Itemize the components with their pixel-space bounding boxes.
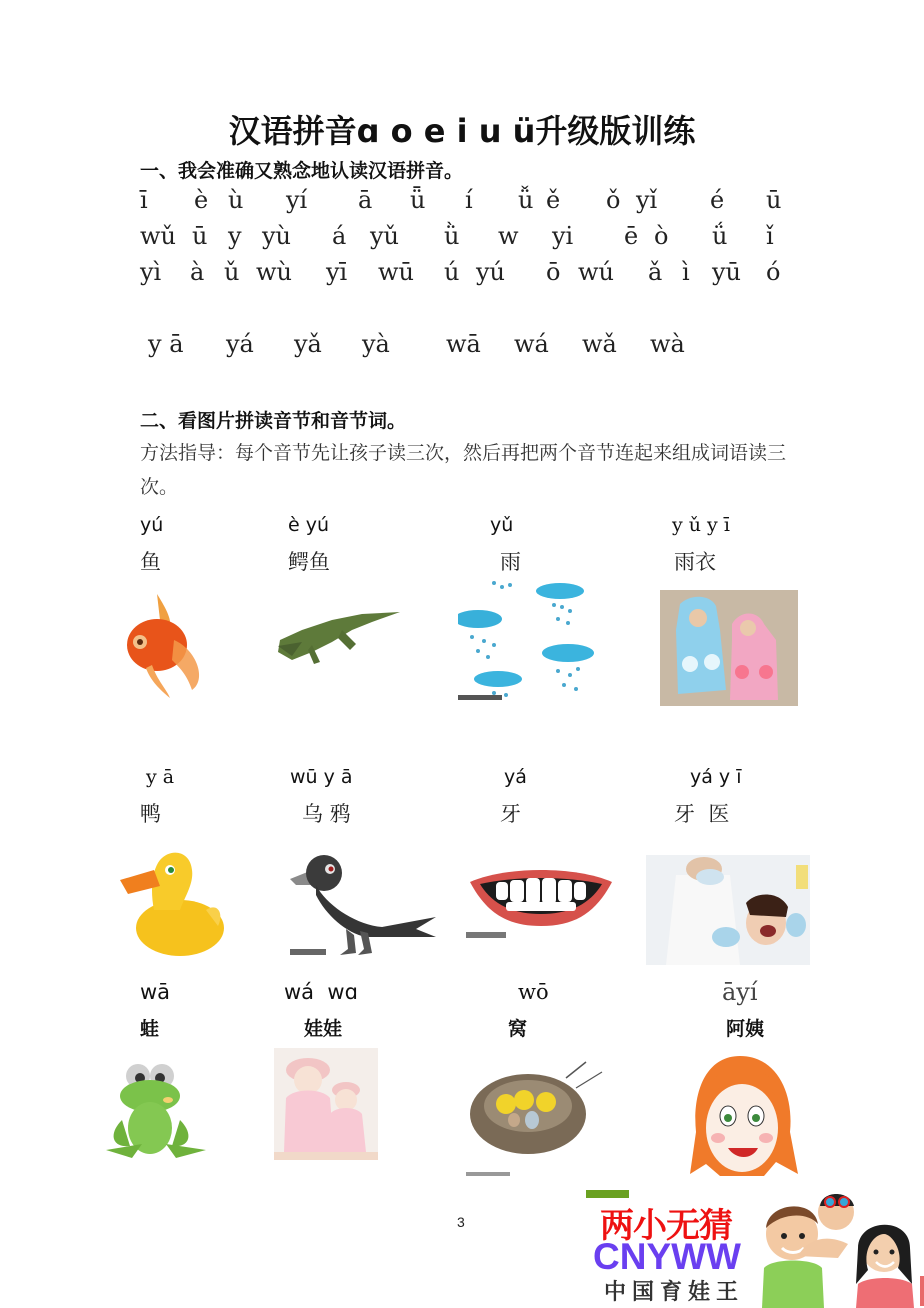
pinyin-syllable: ī (140, 186, 148, 214)
nest-image (466, 1058, 606, 1178)
section1-heading: 一、我会准确又熟念地认读汉语拼音。 (140, 160, 464, 182)
pinyin-syllable: yǔ (370, 222, 400, 250)
pinyin-syllable: yù (262, 222, 292, 250)
frog-image (102, 1054, 210, 1166)
pinyin-syllable: ǘ (712, 222, 728, 250)
page-number: 3 (457, 1214, 465, 1230)
item-hanzi: 牙 (500, 802, 521, 826)
pinyin-syllable: ū (766, 186, 782, 214)
family-cartoon-icon (758, 1188, 924, 1308)
pinyin-syllable: í (465, 186, 473, 214)
goldfish-image (112, 590, 212, 700)
item-pinyin: yá (504, 766, 527, 788)
duck-image (114, 840, 230, 960)
item-hanzi: 娃娃 (304, 1018, 343, 1040)
teeth-image (466, 862, 616, 940)
pinyin-syllable: ō (546, 258, 561, 286)
item-pinyin: wō (518, 980, 549, 1004)
item-hanzi: 鱼 (140, 550, 161, 574)
item-pinyin: y ǔ y ī (672, 514, 730, 536)
method-guide: 方法指导：每个音节先让孩子读三次，然后再把两个音节连起来组成词语读三次。 (140, 442, 787, 498)
pinyin-syllable: wǔ (140, 222, 176, 250)
item-pinyin: wá wɑ (284, 980, 358, 1004)
crow-image (286, 845, 438, 959)
pinyin-syllable: y (228, 222, 242, 250)
pinyin-syllable: é (710, 186, 725, 214)
pinyin-syllable: yǐ (636, 186, 658, 214)
pinyin-syllable: w (498, 222, 519, 250)
pinyin-syllable: ò (654, 222, 669, 250)
pinyin-syllable: yī (326, 258, 348, 286)
pinyin-syllable: yǎ (294, 330, 322, 358)
pinyin-syllable: ā (358, 186, 373, 214)
pinyin-syllable: wù (256, 258, 292, 286)
pinyin-syllable: á (332, 222, 347, 250)
item-pinyin: yú (140, 514, 164, 536)
dentist-image (646, 855, 810, 965)
pinyin-syllable: wà (650, 330, 685, 358)
item-hanzi: 鳄鱼 (288, 550, 330, 574)
pinyin-syllable: wū (378, 258, 414, 286)
pinyin-syllable: ǐ (766, 222, 774, 250)
pinyin-syllable: wú (578, 258, 614, 286)
logo-brand-cn: 两小无猜 (600, 1206, 732, 1246)
item-hanzi: 窝 (508, 1018, 528, 1040)
pinyin-syllable: yà (362, 330, 390, 358)
pinyin-syllable: à (190, 258, 205, 286)
pinyin-syllable: ì (682, 258, 690, 286)
item-hanzi: 蛙 (140, 1018, 160, 1040)
pinyin-syllable: ǎ (648, 258, 663, 286)
item-hanzi: 阿姨 (726, 1018, 765, 1040)
item-hanzi: 乌 鸦 (302, 802, 351, 826)
pinyin-syllable: ū (192, 222, 208, 250)
pinyin-syllable: ǖ (410, 186, 426, 214)
pinyin-syllable: wǎ (582, 330, 617, 358)
pinyin-syllable: ē (624, 222, 639, 250)
pinyin-syllable: yá (226, 330, 254, 358)
rain-clouds-image (458, 575, 610, 705)
logo-accent-bar (586, 1190, 629, 1198)
pinyin-syllable: ù (228, 186, 244, 214)
logo-brand-en: CNYWW (593, 1236, 741, 1277)
item-hanzi: 鸭 (140, 802, 161, 826)
pinyin-syllable: ú (444, 258, 460, 286)
section2-heading: 二、看图片拼读音节和音节词。 (140, 410, 407, 432)
pinyin-syllable: ǔ (224, 258, 240, 286)
item-hanzi: 雨 (500, 550, 521, 574)
page-title: 汉语拼音ɑ o e i u ü升级版训练 (228, 112, 696, 150)
item-hanzi: 雨衣 (674, 550, 716, 574)
pinyin-syllable: wā (446, 330, 481, 358)
pinyin-syllable: yū (712, 258, 742, 286)
pinyin-syllable: ó (766, 258, 781, 286)
item-hanzi: 牙 医 (674, 802, 730, 826)
pinyin-syllable: yì (140, 258, 162, 286)
logo-slogan: 中国育娃王 (604, 1280, 745, 1305)
pinyin-syllable: è (194, 186, 209, 214)
crocodile-image (272, 600, 404, 670)
pinyin-syllable: ǜ (444, 222, 460, 250)
auntie-face-image (686, 1052, 798, 1182)
item-pinyin: y ā (146, 766, 175, 788)
pinyin-syllable: wá (514, 330, 549, 358)
item-pinyin: yá y ī (690, 766, 742, 788)
raincoat-children-image (660, 590, 798, 706)
item-pinyin: wā (140, 980, 171, 1004)
pinyin-syllable: ǚ (518, 186, 534, 214)
pinyin-syllable: yú (476, 258, 506, 286)
pinyin-syllable: ǒ (606, 186, 621, 214)
pinyin-syllable: yi (552, 222, 574, 250)
item-pinyin: wū y ā (290, 766, 353, 788)
pinyin-syllable: ě (546, 186, 561, 214)
pinyin-syllable: y ā (148, 330, 184, 358)
item-pinyin: yǔ (490, 514, 514, 536)
pinyin-syllable: yí (286, 186, 308, 214)
item-pinyin: è yú (288, 514, 330, 536)
item-pinyin: āyí (722, 978, 758, 1006)
dolls-image (274, 1048, 378, 1160)
